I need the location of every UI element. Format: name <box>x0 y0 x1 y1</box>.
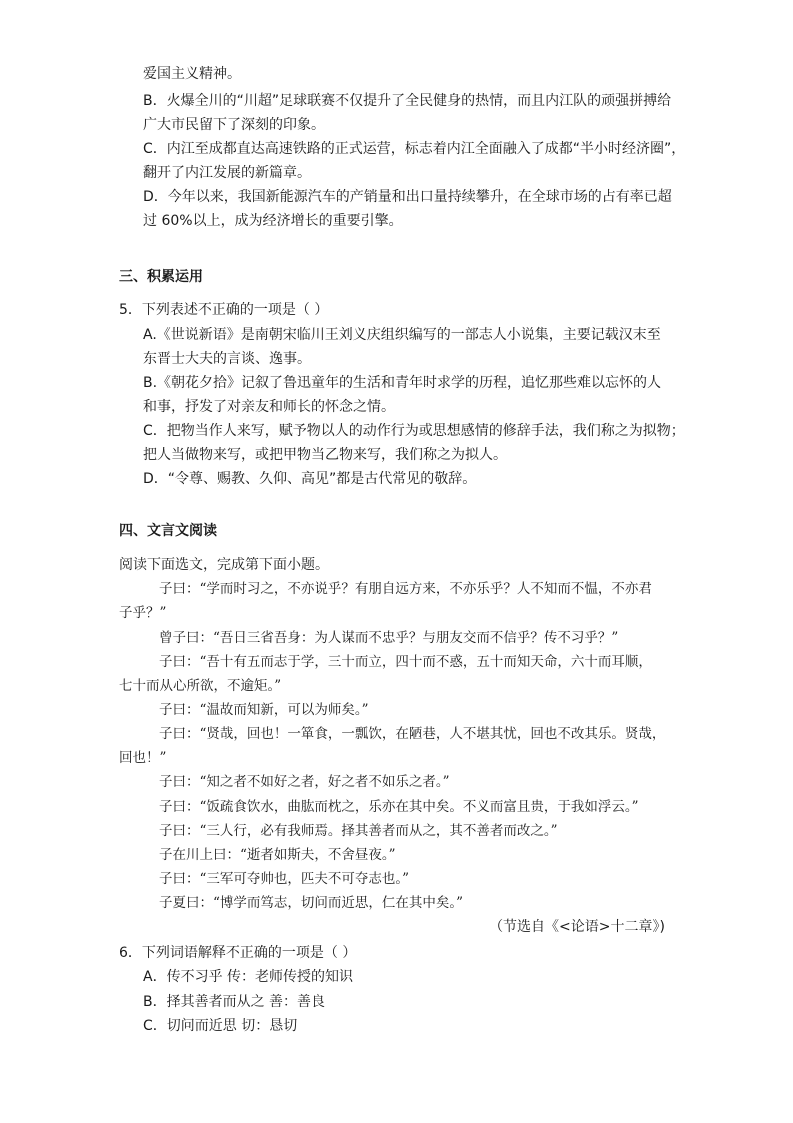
q4-option-d: D．今年以来，我国新能源汽车的产销量和出口量持续攀升，在全球市场的占有率已超 <box>143 189 672 205</box>
q6-option-a: A．传不习乎 传：老师传授的知识 <box>143 969 354 985</box>
passage-line: 子曰：“学而时习之，不亦说乎？有朋自远方来，不亦乐乎？人不知而不愠，不亦君 <box>159 581 652 597</box>
passage-line: 子曰：“温故而知新，可以为师矣。” <box>159 702 369 718</box>
passage-line: 子夏曰：“博学而笃志，切问而近思，仁在其中矣。” <box>159 895 464 911</box>
q5-stem: 5．下列表述不正确的一项是（ ） <box>119 302 329 318</box>
q4-text-line: 翻开了内江发展的新篇章。 <box>143 165 311 181</box>
passage-line: 回也！” <box>119 750 167 766</box>
q5-option-c: C．把物当作人来写，赋予物以人的动作行为或思想感情的修辞手法，我们称之为拟物； <box>143 423 685 439</box>
q6-stem: 6．下列词语解释不正确的一项是（ ） <box>119 945 357 961</box>
passage-line: 曾子曰：“吾日三省吾身：为人谋而不忠乎？与朋友交而不信乎？传不习乎？” <box>159 630 619 646</box>
q5-text-line: 和事，抒发了对亲友和师长的怀念之情。 <box>143 399 395 415</box>
passage-line: 七十而从心所欲，不逾矩。” <box>119 678 282 694</box>
q5-option-a: A.《世说新语》是南朝宋临川王刘义庆组织编写的一部志人小说集，主要记载汉末至 <box>143 327 661 343</box>
q5-text-line: 东晋士大夫的言谈、逸事。 <box>143 351 311 367</box>
q6-option-b: B．择其善者而从之 善：善良 <box>143 994 326 1010</box>
passage-line: 子在川上曰：“逝者如斯夫，不舍昼夜。” <box>159 847 396 863</box>
q4-text-line: 爱国主义精神。 <box>143 66 241 82</box>
passage-line: 子曰：“吾十有五而志于学，三十而立，四十而不惑，五十而知天命，六十而耳顺， <box>159 654 652 670</box>
q5-text-line: 把人当做物来写，或把甲物当乙物来写，我们称之为拟人。 <box>143 447 507 463</box>
passage-line: 子曰：“贤哉，回也！一箪食，一瓢饮，在陋巷，人不堪其忧，回也不改其乐。贤哉， <box>159 726 666 742</box>
q4-option-c: C．内江至成都直达高速铁路的正式运营，标志着内江全面融入了成都“半小时经济圈”， <box>143 141 686 157</box>
q4-text-line: 过 60%以上，成为经济增长的重要引擎。 <box>143 213 403 229</box>
passage-line: 子曰：“三人行，必有我师焉。择其善者而从之，其不善者而改之。” <box>159 823 558 839</box>
passage-source: （节选自《<论语>十二章》) <box>489 919 665 935</box>
q6-option-c: C．切问而近思 切：恳切 <box>143 1018 298 1034</box>
passage-line: 子曰：“饭疏食饮水，曲肱而枕之，乐亦在其中矣。不义而富且贵，于我如浮云。” <box>159 799 639 815</box>
q5-option-d: D．“令尊、赐教、久仰、高见”都是古代常见的敬辞。 <box>143 471 477 487</box>
reading-instruction: 阅读下面选文，完成第下面小题。 <box>119 557 329 573</box>
section-3-title: 三、积累运用 <box>119 269 203 285</box>
q4-text-line: 广大市民留下了深刻的印象。 <box>143 117 325 133</box>
passage-line: 子曰：“知之者不如好之者，好之者不如乐之者。” <box>159 774 450 790</box>
q5-option-b: B.《朝花夕拾》记叙了鲁迅童年的生活和青年时求学的历程，追忆那些难以忘怀的人 <box>143 375 662 391</box>
passage-line: 子曰：“三军可夺帅也，匹夫不可夺志也。” <box>159 871 410 887</box>
passage-line: 子乎？” <box>119 605 167 621</box>
q4-option-b: B．火爆全川的“川超”足球联赛不仅提升了全民健身的热情，而且内江队的顽强拼搏给 <box>143 93 672 109</box>
section-4-title: 四、文言文阅读 <box>119 523 217 539</box>
